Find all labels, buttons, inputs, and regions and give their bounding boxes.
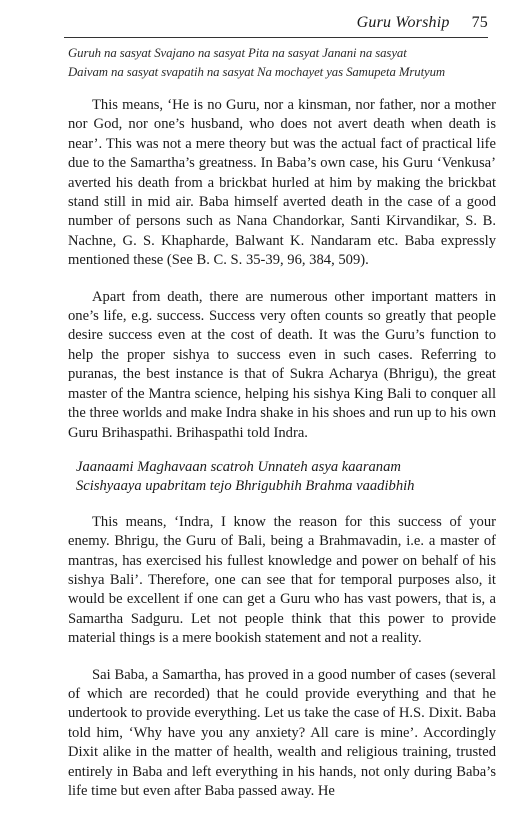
paragraph: This means, ‘Indra, I know the reason for this success of your enemy. Bhrigu, the Guru of Bali, being a Brahmavadin, i.e. a master of mantras, has exercised his fullest knowledge and power on behalf of his sishya Bali’. Therefore, one can see that for temporal purposes also, it would be excellent if one can get a Guru who has vast powers, that is, a Samartha Sadguru. Let not people think that this power to provide material things is a mere bookish statement and not a reality. [68, 513, 496, 647]
running-header [64, 14, 488, 36]
body-text [68, 44, 496, 818]
verse-line: Jaanaami Maghavaan scatroh Unnateh asya kaaranam [76, 458, 401, 475]
sanskrit-verse-2 [68, 458, 496, 497]
chapter-title: Guru Worship [356, 14, 450, 31]
paragraph: Apart from death, there are numerous other important matters in one’s life, e.g. success. Success very often counts so greatly that people desire success even at the cost of death. It was the Guru’s function to help the proper sishya to success even in such cases. Referring to puranas, the best instance is that of Sukra Acharya (Bhrigu), the great master of the Mantra science, helping his sishya King Bali to conquer all the three worlds and make Indra shake in his shoes and run up to his own Guru Brihaspathi. Brihaspathi told Indra. [68, 288, 496, 441]
paragraph: Sai Baba, a Samartha, has proved in a good number of cases (several of which are recorded) that he could provide everything and that he undertook to provide everything. Let us take the case of H.S. Dixit. Baba told him, ‘Why have you any anxiety? All care is mine’. Accordingly Dixit alike in the matter of health, wealth and religious training, trusted entirely in Baba and left everything in his hands, not only during Baba’s life time but even after Baba passed away. He [68, 666, 496, 799]
verse-line: Scishyaaya upabritam tejo Bhrigubhih Brahma vaadibhih [76, 478, 415, 495]
verse-line: Daivam na sasyat svapatih na sasyat Na mochayet yas Samupeta Mrutyum [68, 65, 446, 79]
sanskrit-verse-1 [68, 44, 496, 82]
paragraph: This means, ‘He is no Guru, nor a kinsman, nor father, nor a mother nor God, nor one’s husband, who does not avert death when death is near’. This was not a mere theory but was the actual fact of practical life due to the Samartha’s greatness. In Baba’s own case, his Guru ‘Venkusa’ averted his death from a brickbat hurled at him by making the brickbat stand still in mid air. Baba himself averted death in the case of a good number of persons such as Nana Chandorkar, Santi Kirvandikar, S. B. Nachne, G. S. Khapharde, Balwant K. Nandaram etc. Baba expressly mentioned these (See B. C. S. 35-39, 96, 384, 509). [68, 97, 496, 269]
header-rule [64, 37, 488, 38]
verse-line: Guruh na sasyat Svajano na sasyat Pita na sasyat Janani na sasyat [68, 46, 407, 60]
page-number: 75 [471, 14, 488, 31]
